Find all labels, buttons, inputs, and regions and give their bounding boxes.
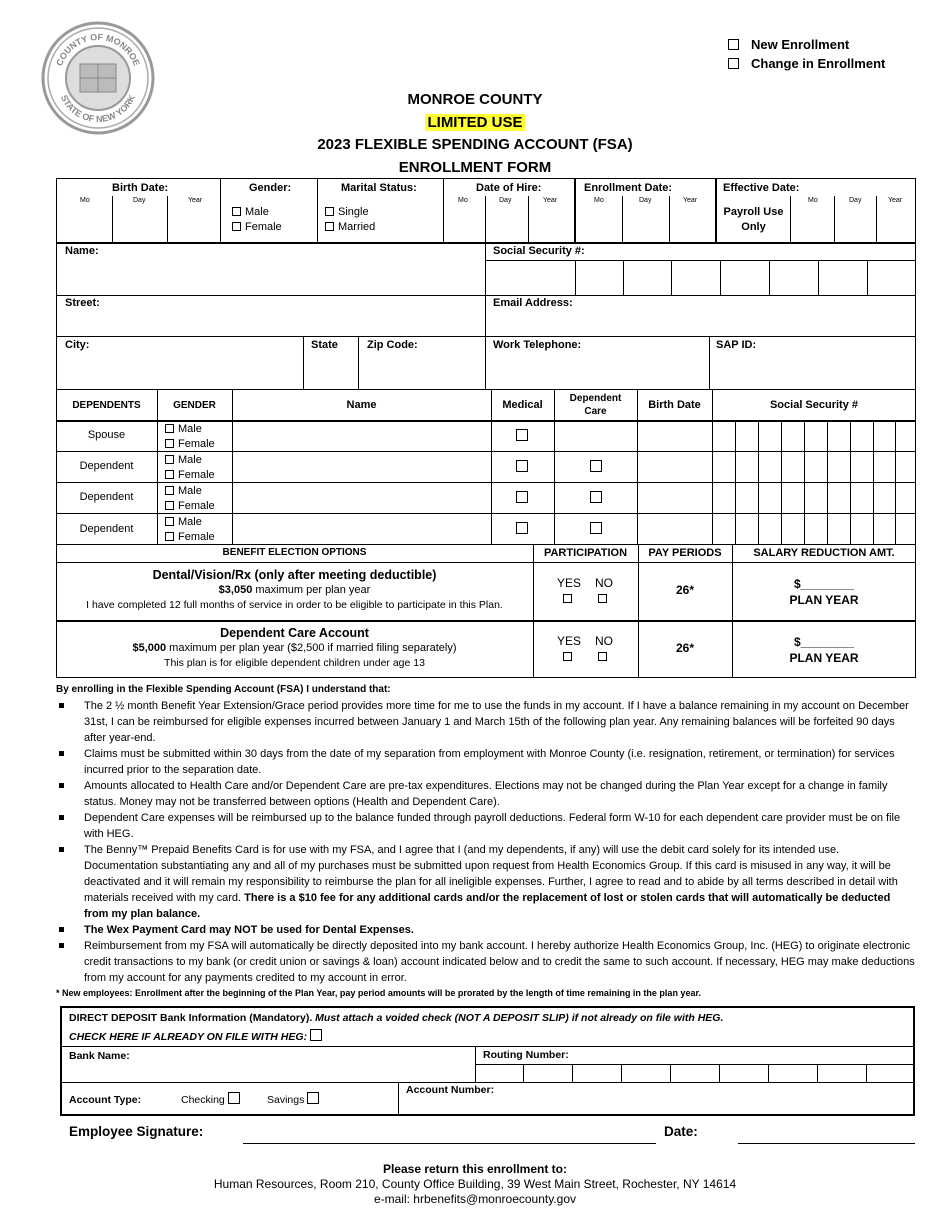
employee-signature-line[interactable]	[243, 1143, 656, 1144]
name-header: Name	[346, 399, 377, 411]
header-county: MONROE COUNTY	[407, 91, 543, 108]
enrollment-date-label: Enrollment Date:	[584, 182, 673, 194]
dependent-row-2-type: Dependent	[79, 460, 134, 472]
direct-deposit-title-text: DIRECT DEPOSIT Bank Information (Mandatory).	[69, 1012, 313, 1024]
dependent-row-2-male[interactable]	[165, 453, 215, 468]
term-7: Reimbursement from my FSA will automatically be directly deposited into my bank account. I hereby authorize Health Economics Group, Inc. (HEG) to originate electronic credit transactions to my bank (or credit union or savings & loan) account indicated below and to credit the same to such account. If necessary, HEG may make deductions from my account for any payments credited to my account in error.	[56, 938, 916, 986]
checking-checkbox[interactable]	[228, 1092, 240, 1104]
gender-options	[232, 205, 282, 235]
new-employee-footnote: * New employees: Enrollment after the beginning of the Plan Year, pay period amounts will be prorated by the length of time remaining in the plan year.	[56, 988, 701, 998]
birth-year: Year	[188, 197, 203, 204]
birth-day: Day	[133, 197, 146, 204]
gender-female-label: Female	[245, 221, 282, 233]
street-field[interactable]	[60, 312, 480, 334]
dependent-care-pay-periods: 26*	[675, 641, 695, 655]
dependent-row-1-male-label: Male	[178, 423, 202, 435]
return-footer	[0, 1162, 950, 1207]
dependent-row-3-male-checkbox[interactable]	[165, 486, 174, 495]
dependent-care-title: Dependent Care Account	[220, 626, 369, 640]
dependent-row-3-female-checkbox[interactable]	[165, 501, 174, 510]
marital-married-label: Married	[338, 221, 376, 233]
new-enrollment-label: New Enrollment	[751, 37, 850, 52]
enrollment-type-options	[728, 35, 885, 73]
header-fsa-title: 2023 FLEXIBLE SPENDING ACCOUNT (FSA)	[317, 136, 633, 153]
ssn-label: Social Security #:	[493, 245, 585, 257]
header-limited-use: LIMITED USE	[427, 113, 523, 131]
change-enrollment-option[interactable]	[728, 54, 885, 73]
return-email: e-mail: hrbenefits@monroecounty.gov	[373, 1192, 577, 1206]
gender-female-option[interactable]	[232, 220, 282, 235]
bank-name-label: Bank Name:	[69, 1050, 130, 1062]
on-file-checkbox[interactable]	[310, 1029, 322, 1041]
account-type-label: Account Type:	[69, 1094, 142, 1106]
dependent-row-4-gender	[165, 515, 215, 544]
date-line[interactable]	[738, 1143, 915, 1144]
term-5-fee: There is a $10 fee for any additional cards and/or the replacement of lost or stolen cards that will automatically be deducted from my plan balance.	[84, 892, 891, 920]
dependent-row-1-female[interactable]	[165, 437, 215, 452]
dependent-row-3-care-checkbox[interactable]	[590, 491, 602, 503]
gender-female-checkbox[interactable]	[232, 222, 241, 231]
dependent-row-4-female-checkbox[interactable]	[165, 532, 174, 541]
hire-date-label: Date of Hire:	[476, 182, 542, 194]
marital-options	[325, 205, 375, 235]
marital-single-label: Single	[338, 206, 369, 218]
name-label: Name:	[65, 245, 99, 257]
change-enrollment-checkbox[interactable]	[728, 58, 739, 69]
return-address: Human Resources, Room 210, County Office Building, 39 West Main Street, Rochester, NY 14614	[213, 1177, 737, 1191]
dental-option	[56, 568, 533, 613]
dependents-header: DEPENDENTS	[72, 400, 141, 411]
enroll-year: Year	[683, 197, 698, 204]
dental-salary[interactable]	[732, 576, 916, 608]
dependent-row-4-female[interactable]	[165, 530, 215, 545]
work-telephone-label: Work Telephone:	[493, 339, 582, 351]
terms-intro: By enrolling in the Flexible Spending Account (FSA) I understand that:	[56, 684, 391, 695]
dependent-row-2-gender	[165, 453, 215, 482]
on-file-label: CHECK HERE IF ALREADY ON FILE WITH HEG:	[69, 1031, 308, 1043]
form-header	[0, 89, 950, 179]
dental-no: NO	[595, 576, 613, 590]
enroll-mo: Mo	[594, 197, 604, 204]
gender-male-option[interactable]	[232, 205, 282, 220]
account-number-label: Account Number:	[406, 1084, 495, 1096]
dependent-care-plan-year: PLAN YEAR	[789, 651, 859, 665]
dependent-care-header-line1: Dependent	[569, 393, 622, 404]
dependent-row-4-female-label: Female	[178, 530, 215, 543]
dependent-row-4-male-checkbox[interactable]	[165, 517, 174, 526]
term-3: Amounts allocated to Health Care and/or Dependent Care are pre-tax expenditures. Elections may not be changed during the Plan Year except for a change in family status. Money may not be transferred between options (Health and Dependent Care).	[56, 778, 916, 810]
return-title: Please return this enrollment to:	[382, 1162, 568, 1176]
email-field[interactable]	[490, 312, 910, 334]
pay-periods-header: PAY PERIODS	[648, 547, 722, 559]
dependent-row-1-male-checkbox[interactable]	[165, 424, 174, 433]
new-enrollment-option[interactable]	[728, 35, 885, 54]
medical-header: Medical	[502, 399, 543, 411]
dependent-care-option	[56, 626, 533, 671]
participation-header: PARTICIPATION	[543, 547, 628, 559]
name-field[interactable]	[60, 260, 480, 292]
street-label: Street:	[65, 297, 100, 309]
hire-mo: Mo	[458, 197, 468, 204]
change-enrollment-label: Change in Enrollment	[751, 56, 886, 71]
dependent-row-4-medical-checkbox[interactable]	[516, 522, 528, 534]
savings-checkbox[interactable]	[307, 1092, 319, 1104]
gender-header: GENDER	[173, 400, 216, 411]
dental-no-checkbox[interactable]	[598, 594, 607, 603]
checking-option[interactable]	[181, 1092, 240, 1106]
dental-title: Dental/Vision/Rx (only after meeting deductible)	[152, 568, 437, 582]
term-5	[56, 842, 916, 922]
date-label: Date:	[664, 1124, 698, 1139]
dependent-row-1-medical-checkbox[interactable]	[516, 429, 528, 441]
hire-day: Day	[499, 197, 512, 204]
dependent-row-3-type: Dependent	[79, 491, 134, 503]
payroll-use-text: Payroll Use	[723, 206, 784, 218]
dental-salary-amount[interactable]: $________	[793, 577, 855, 591]
dental-amount: $3,050	[218, 584, 253, 596]
enroll-day: Day	[639, 197, 652, 204]
sap-id-label: SAP ID:	[716, 339, 757, 351]
dependent-care-no-checkbox[interactable]	[598, 652, 607, 661]
term-2: Claims must be submitted within 30 days from the date of my separation from employment with Monroe County (i.e. resignation, retirement, or termination) for services incurred prior to the separation date.	[56, 746, 916, 778]
effective-mo: Mo	[808, 197, 818, 204]
direct-deposit-title	[69, 1012, 723, 1024]
dependent-row-1-female-label: Female	[178, 437, 215, 450]
dependent-row-1-female-checkbox[interactable]	[165, 439, 174, 448]
employee-signature-label: Employee Signature:	[69, 1124, 204, 1139]
dependent-row-2-female[interactable]	[165, 468, 215, 483]
header-form-title: ENROLLMENT FORM	[398, 158, 552, 176]
dependent-care-yes-checkbox[interactable]	[563, 652, 572, 661]
dependent-care-salary-amount[interactable]: $________	[793, 635, 855, 649]
savings-option[interactable]	[267, 1092, 319, 1106]
marital-single-option[interactable]	[325, 205, 375, 220]
dependent-care-header-line2: Care	[584, 406, 607, 417]
dependent-row-1-type: Spouse	[87, 429, 126, 441]
marital-married-checkbox[interactable]	[325, 222, 334, 231]
dependent-row-1-gender	[165, 422, 215, 451]
dependent-care-note: This plan is for eligible dependent children under age 13	[164, 657, 425, 669]
dependent-row-4-male[interactable]	[165, 515, 215, 530]
marital-status-label: Marital Status:	[341, 182, 417, 194]
dental-pay-periods: 26*	[675, 583, 695, 597]
dependent-care-header	[554, 392, 637, 418]
effective-year: Year	[888, 197, 903, 204]
dependent-row-4-care-checkbox[interactable]	[590, 522, 602, 534]
dependent-care-amount-text: maximum per plan year ($2,500 if married filing separately)	[166, 642, 457, 654]
on-file-option[interactable]	[69, 1029, 322, 1043]
effective-date-label: Effective Date:	[723, 182, 800, 194]
new-enrollment-checkbox[interactable]	[728, 39, 739, 50]
hire-year: Year	[543, 197, 558, 204]
state-label: State	[311, 339, 338, 351]
dental-note: I have completed 12 full months of service in order to be eligible to participate in this Plan.	[86, 599, 503, 611]
email-label: Email Address:	[493, 297, 573, 309]
gender-label: Gender:	[249, 182, 292, 194]
dependent-row-2-female-label: Female	[178, 468, 215, 481]
dependent-care-salary[interactable]	[732, 634, 916, 666]
birth-mo: Mo	[80, 197, 90, 204]
birth-date-header: Birth Date	[648, 399, 701, 411]
dependent-row-1-male[interactable]	[165, 422, 215, 437]
dependent-row-2-male-checkbox[interactable]	[165, 455, 174, 464]
routing-number-label: Routing Number:	[483, 1049, 569, 1061]
birth-date-label: Birth Date:	[112, 182, 169, 194]
terms-list	[56, 698, 916, 986]
term-1: The 2 ½ month Benefit Year Extension/Grace period provides more time for me to use the funds in my account. If I have a balance remaining in my account on December 31st, I can be reimbursed for eligible expenses incurred between January 1 and March 15th of the following plan year. Any remaining balances will be forfeited 90 days after year-end.	[56, 698, 916, 746]
effective-day: Day	[849, 197, 862, 204]
dependent-row-2-female-checkbox[interactable]	[165, 470, 174, 479]
direct-deposit-note: Must attach a voided check (NOT A DEPOSIT SLIP) if not already on file with HEG.	[312, 1012, 724, 1024]
dependent-care-amount: $5,000	[132, 642, 167, 654]
dental-plan-year: PLAN YEAR	[789, 593, 859, 607]
dental-amount-text: maximum per plan year	[252, 584, 371, 596]
zip-label: Zip Code:	[367, 339, 418, 351]
dependent-row-3-gender	[165, 484, 215, 513]
dependent-row-4-male-label: Male	[178, 516, 202, 528]
dependent-row-3-male-label: Male	[178, 485, 202, 497]
savings-label: Savings	[267, 1094, 305, 1106]
dependent-care-no: NO	[595, 634, 613, 648]
dependent-care-yes: YES	[557, 634, 582, 648]
dependent-row-2-male-label: Male	[178, 454, 202, 466]
benefit-options-header: BENEFIT ELECTION OPTIONS	[222, 547, 367, 558]
payroll-only-text: Only	[741, 221, 766, 233]
gender-male-checkbox[interactable]	[232, 207, 241, 216]
marital-married-option[interactable]	[325, 220, 375, 235]
dental-yes: YES	[557, 576, 582, 590]
dependent-row-3-medical-checkbox[interactable]	[516, 491, 528, 503]
term-4: Dependent Care expenses will be reimbursed up to the balance funded through payroll deductions. Federal form W-10 for each dependent care provider must be on file with HEG.	[56, 810, 916, 842]
term-6: The Wex Payment Card may NOT be used for Dental Expenses.	[56, 922, 916, 938]
dependent-row-2-care-checkbox[interactable]	[590, 460, 602, 472]
dependent-row-3-female-label: Female	[178, 499, 215, 512]
seal-text-top: COUNTY OF MONROE	[54, 31, 142, 68]
dependent-row-4-type: Dependent	[79, 523, 134, 535]
city-label: City:	[65, 339, 90, 351]
dependent-row-2-medical-checkbox[interactable]	[516, 460, 528, 472]
dental-yes-checkbox[interactable]	[563, 594, 572, 603]
checking-label: Checking	[181, 1094, 225, 1106]
ssn-header: Social Security #	[769, 399, 859, 411]
payroll-use-only	[717, 205, 790, 235]
dependent-row-3-female[interactable]	[165, 499, 215, 514]
seal-text-bottom: STATE OF NEW YORK	[58, 93, 138, 125]
gender-male-label: Male	[245, 206, 269, 218]
salary-reduction-header: SALARY REDUCTION AMT.	[753, 547, 895, 559]
marital-single-checkbox[interactable]	[325, 207, 334, 216]
term-5-text: The Benny™ Prepaid Benefits Card is for use with my FSA, and I agree that I (and my dependents, if any) will use the debit card solely for its intended use. Documentation substantiating any and all of my purchases must be submitted upon request from Health Economics Group. If this card is misused in any way, it will be deactivated and it will remain my responsibility to reimburse the plan for all ineligible expenses. Further, I agree to read and to abide by all terms described in detail with materials received with my card.	[84, 844, 898, 904]
dependent-row-3-male[interactable]	[165, 484, 215, 499]
